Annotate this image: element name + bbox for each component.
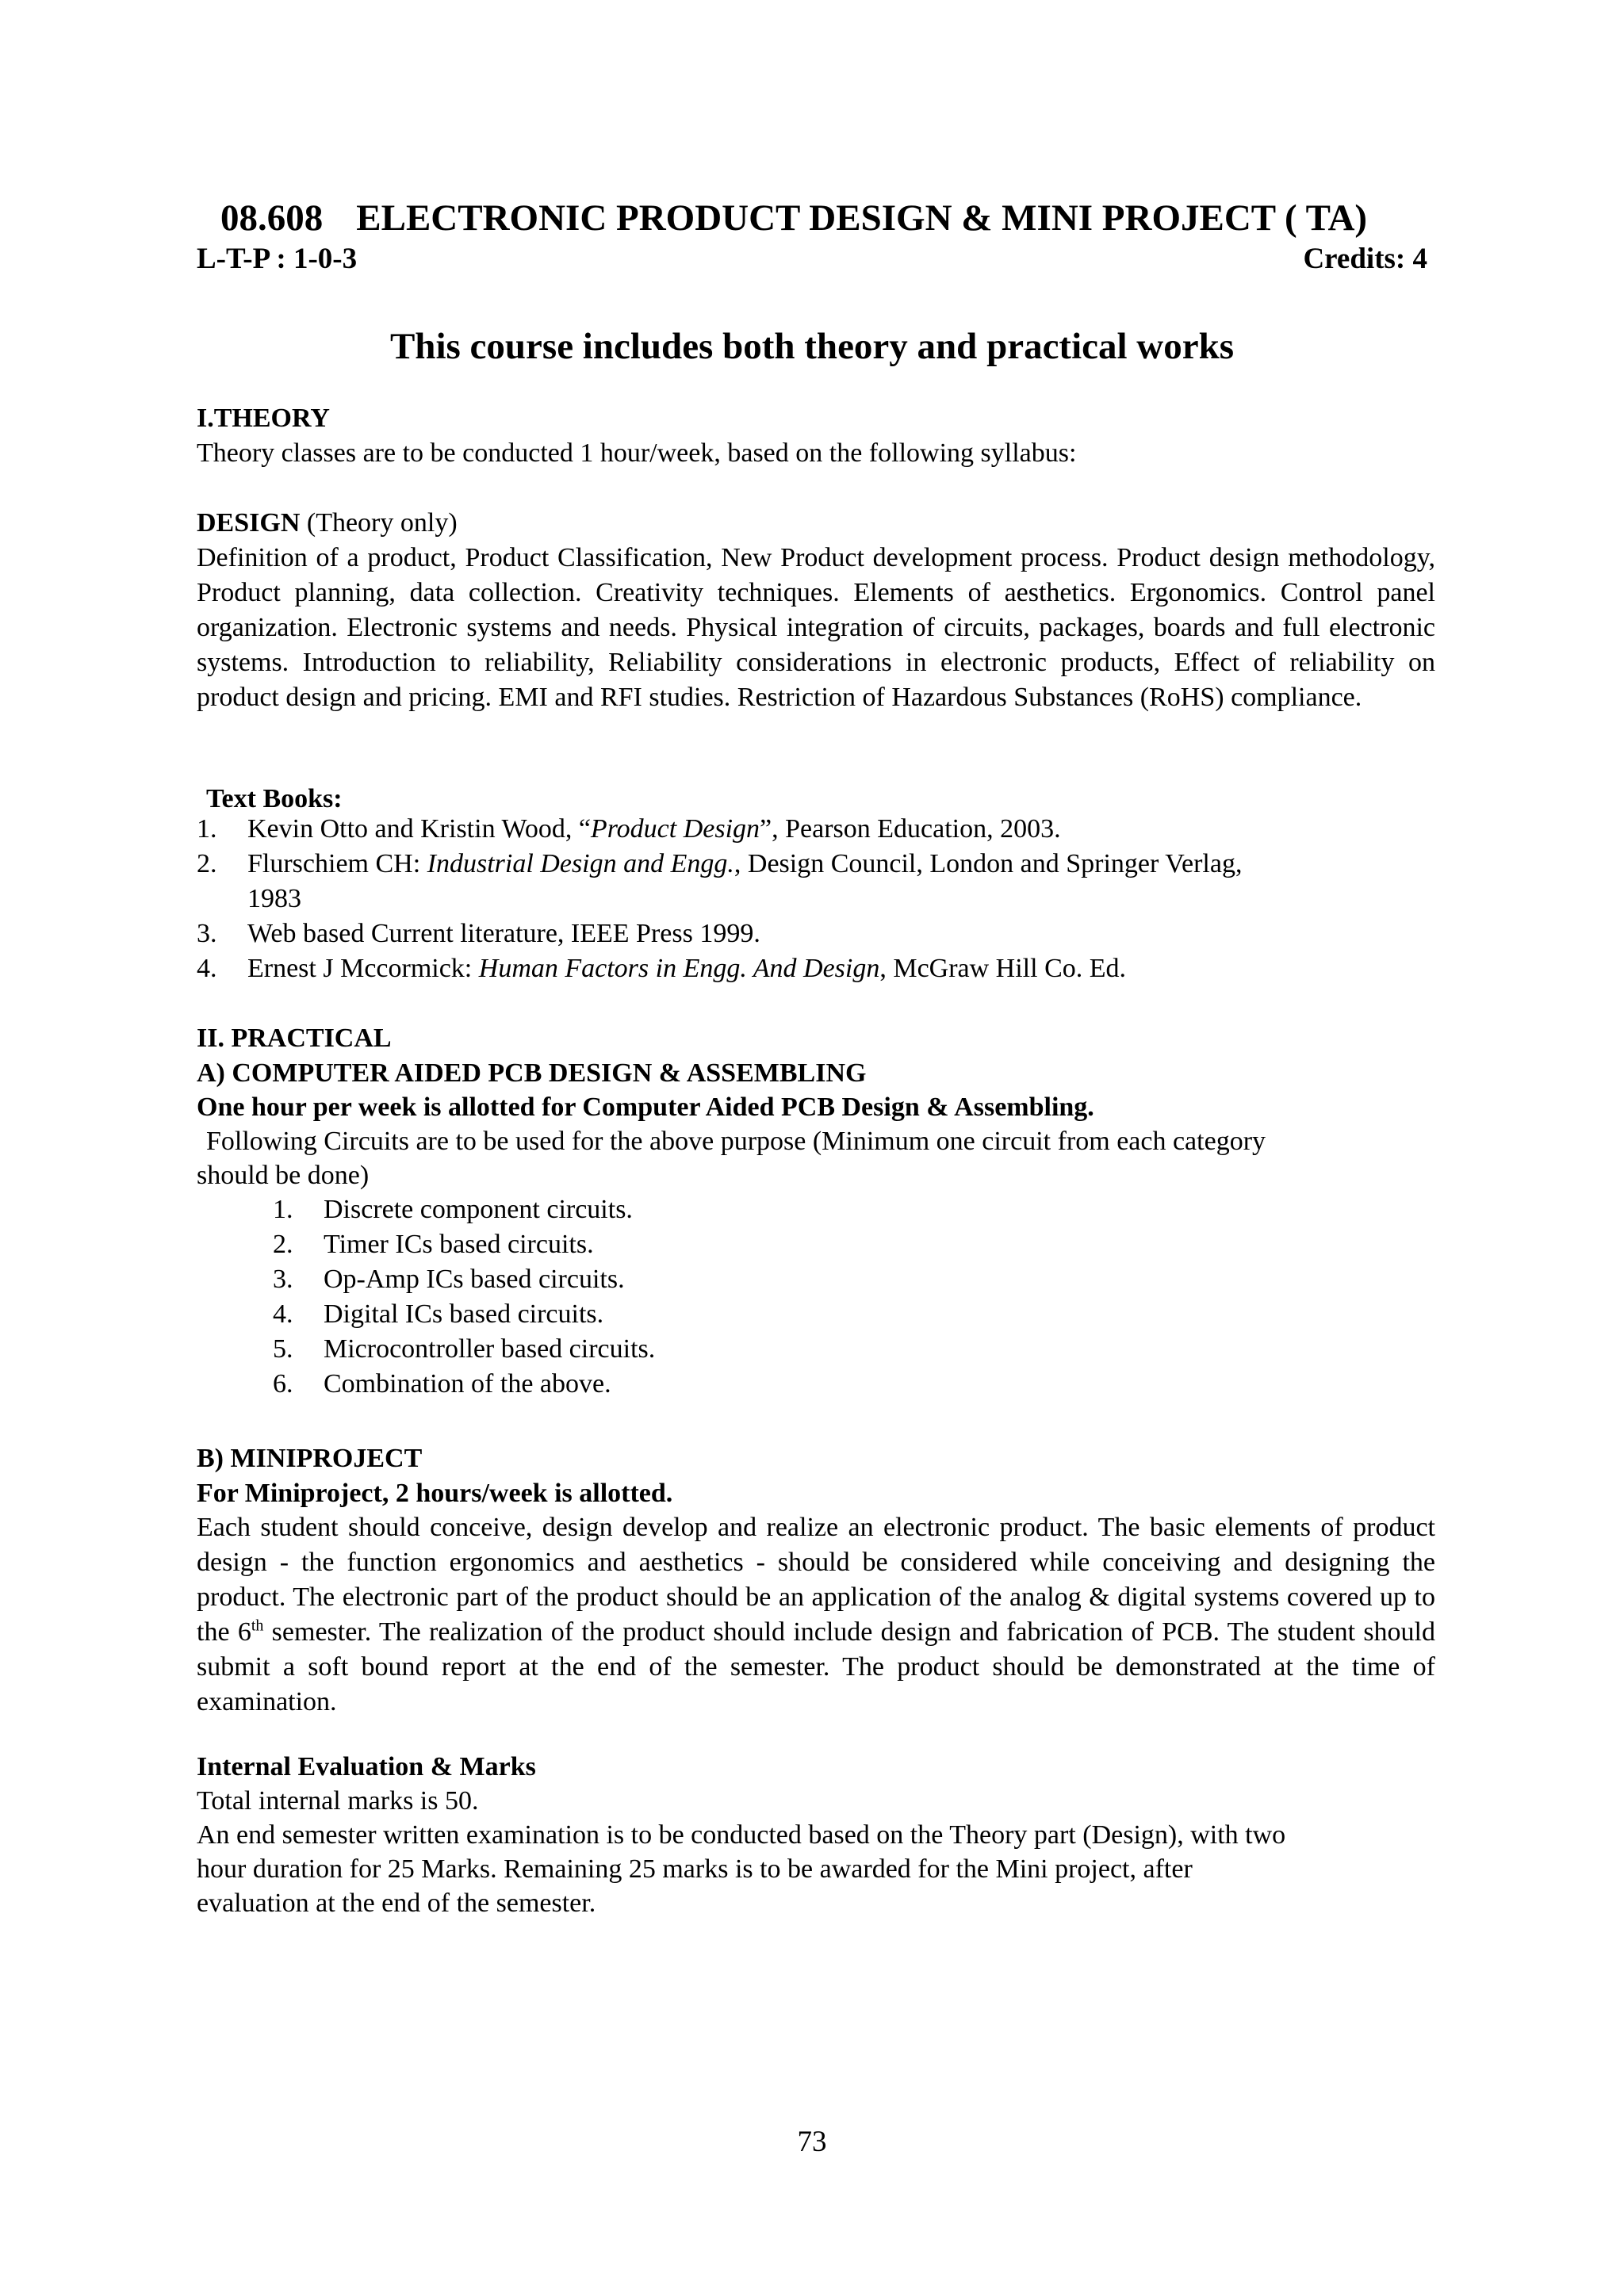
list-item-continuation: 1983 xyxy=(247,884,301,913)
pcb-intro-line1: Following Circuits are to be used for the above purpose (Minimum one circuit from each category xyxy=(206,1127,1266,1156)
theory-intro: Theory classes are to be conducted 1 hour/week, based on the following syllabus: xyxy=(197,438,1077,468)
evaluation-line1: An end semester written examination is to be conducted based on the Theory part (Design), with two xyxy=(197,1820,1286,1850)
design-note: (Theory only) xyxy=(300,508,458,538)
book-title: Industrial Design and Engg. xyxy=(427,849,734,878)
pcb-heading: A) COMPUTER AIDED PCB DESIGN & ASSEMBLING xyxy=(197,1058,867,1088)
text-books-heading: Text Books: xyxy=(206,784,343,813)
credits-label: Credits: 4 xyxy=(1303,243,1427,275)
design-heading: DESIGN xyxy=(197,508,301,538)
ltp-label: L-T-P : 1-0-3 xyxy=(197,243,358,275)
list-item: 1. Kevin Otto and Kristin Wood, “Product Design”, Pearson Education, 2003. xyxy=(197,814,1061,844)
design-heading-line xyxy=(197,506,458,541)
theory-heading: I.THEORY xyxy=(197,404,330,433)
list-item: 2. Flurschiem CH: Industrial Design and Engg., Design Council, London and Springer Verlag, xyxy=(197,849,1243,878)
evaluation-line2: hour duration for 25 Marks. Remaining 25 marks is to be awarded for the Mini project, after xyxy=(197,1854,1193,1884)
superscript-th: th xyxy=(251,1617,264,1635)
course-title: ELECTRONIC PRODUCT DESIGN & MINI PROJECT ( TA) xyxy=(356,197,1368,239)
miniproject-description: Each student should conceive, design develop and realize an electronic product. The basic elements of product design - the function ergonomics and aesthetics - should be considered while conceiving and designing the product. The electronic part of the product should be an application of the analog & digital systems covered up to the 6th semester. The realization of the product should include design and fabrication of PCB. The student should submit a soft bound report at the end of the semester. The product should be demonstrated at the time of examination. xyxy=(197,1513,1435,1716)
page-number: 73 xyxy=(797,2126,827,2158)
book-title: Product Design xyxy=(590,814,760,844)
course-title-line xyxy=(220,197,1367,239)
pcb-allotment: One hour per week is allotted for Computer Aided PCB Design & Assembling. xyxy=(197,1093,1094,1122)
list-item: 6. Combination of the above. xyxy=(273,1369,611,1399)
miniproject-allotment: For Miniproject, 2 hours/week is allotted. xyxy=(197,1479,673,1508)
list-item: 1. Discrete component circuits. xyxy=(273,1195,633,1224)
course-code: 08.608 xyxy=(220,197,324,239)
list-item: 2. Timer ICs based circuits. xyxy=(273,1230,594,1259)
practical-heading: II. PRACTICAL xyxy=(197,1024,392,1053)
list-item: 4. Ernest J Mccormick: Human Factors in Engg. And Design, McGraw Hill Co. Ed. xyxy=(197,954,1127,983)
course-subtitle: This course includes both theory and practical works xyxy=(389,326,1235,367)
text-books-list xyxy=(197,812,1465,986)
circuits-list xyxy=(273,1192,986,1402)
evaluation-heading: Internal Evaluation & Marks xyxy=(197,1752,536,1781)
list-item: 5. Microcontroller based circuits. xyxy=(273,1334,656,1364)
design-syllabus: Definition of a product, Product Classification, New Product development process. Product design methodology, Product planning, data collection. Creativity techniques. Elements of aesthetics. Ergonomics. Control panel organization. Electronic systems and needs. Physical integration of circuits, packages, boards and full electronic systems. Introduction to reliability, Reliability considerations in electronic products, Effect of reliability on product design and pricing. EMI and RFI studies. Restriction of Hazardous Substances (RoHS) compliance. xyxy=(197,543,1435,712)
list-item: 3. Op-Amp ICs based circuits. xyxy=(273,1265,625,1294)
list-item: 4. Digital ICs based circuits. xyxy=(273,1299,604,1329)
miniproject-heading: B) MINIPROJECT xyxy=(197,1444,423,1473)
evaluation-total: Total internal marks is 50. xyxy=(197,1786,479,1816)
book-title: Human Factors in Engg. And Design xyxy=(478,954,880,983)
list-item: 3. Web based Current literature, IEEE Press 1999. xyxy=(197,919,760,948)
pcb-intro-line2: should be done) xyxy=(197,1161,370,1190)
evaluation-line3: evaluation at the end of the semester. xyxy=(197,1888,596,1918)
